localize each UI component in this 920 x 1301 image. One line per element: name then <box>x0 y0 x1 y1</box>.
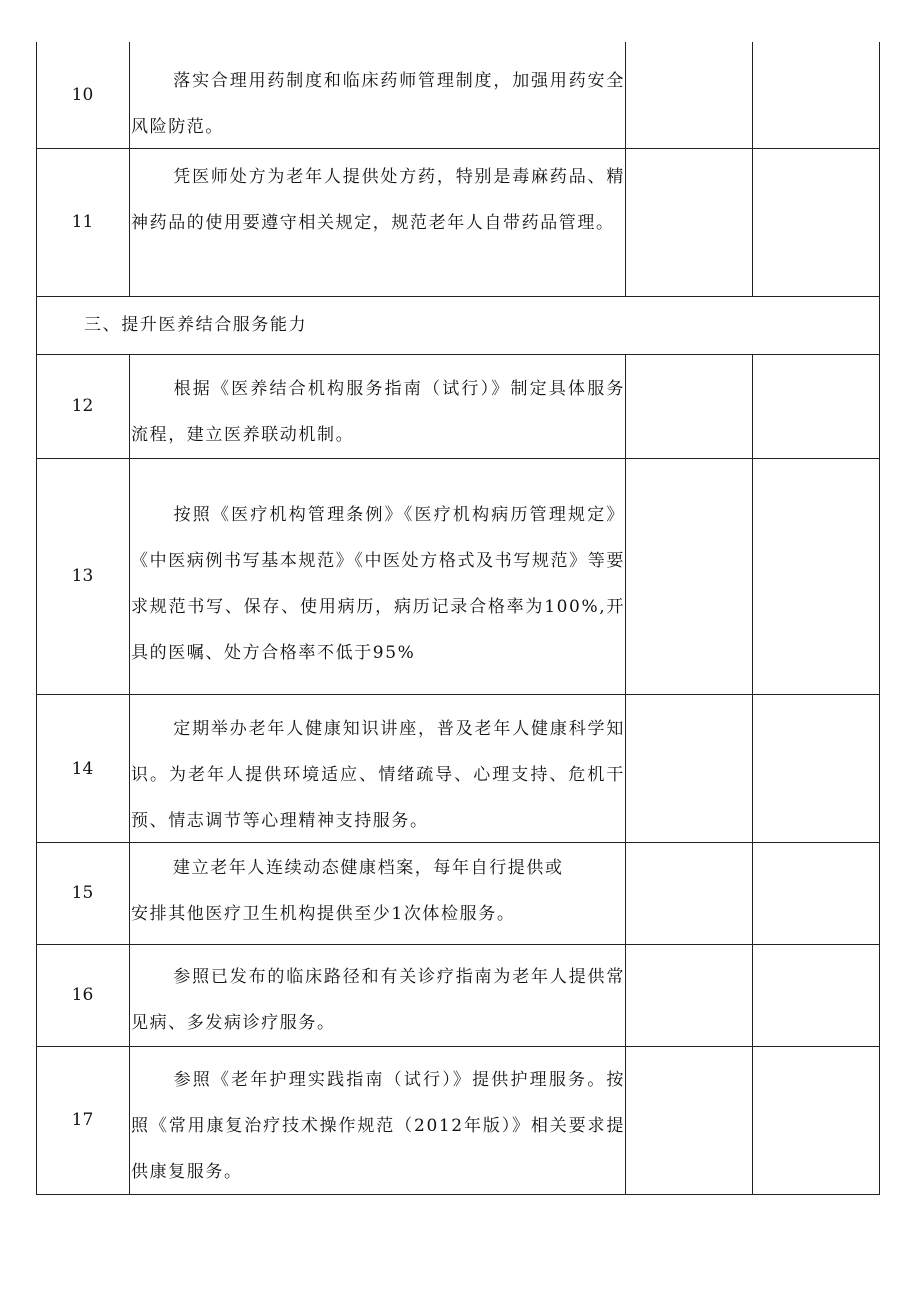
row-divider <box>36 944 880 945</box>
row-number: 15 <box>71 883 94 903</box>
row-content: 根据《医养结合机构服务指南（试行）》制定具体服务流程，建立医养联动机制。 <box>131 379 625 445</box>
section-heading: 三、提升医养结合服务能力 <box>84 315 308 335</box>
row-divider <box>36 354 880 355</box>
row-content: 凭医师处方为老年人提供处方药，特别是毒麻药品、精神药品的使用要遵守相关规定，规范老年人自带药品管理。 <box>131 167 625 233</box>
row-number: 14 <box>71 759 94 779</box>
row-content: 按照《医疗机构管理条例》《医疗机构病历管理规定》《中医病例书写基本规范》《中医处方格式及书写规范》等要求规范书写、保存、使用病历，病历记录合格率为100%,开具的医嘱、处方合格率不低于95% <box>131 505 625 663</box>
column-divider-number <box>129 354 130 1194</box>
row-number: 10 <box>71 85 94 105</box>
row-number: 16 <box>71 985 94 1005</box>
row-divider <box>36 458 880 459</box>
row-divider <box>36 694 880 695</box>
row-number: 13 <box>71 566 94 586</box>
table-border-right <box>879 42 880 1194</box>
row-number: 11 <box>71 212 94 232</box>
column-divider-number <box>129 42 130 296</box>
row-content: 参照已发布的临床路径和有关诊疗指南为老年人提供常见病、多发病诊疗服务。 <box>131 967 625 1033</box>
checklist-table <box>36 42 879 1194</box>
row-number: 12 <box>71 396 94 416</box>
row-divider <box>36 1046 880 1047</box>
row-divider <box>36 296 880 297</box>
row-content: 落实合理用药制度和临床药师管理制度，加强用药安全风险防范。 <box>131 71 625 137</box>
row-content: 建立老年人连续动态健康档案，每年自行提供或 安排其他医疗卫生机构提供至少1次体检服务。 <box>131 858 564 924</box>
row-content: 参照《老年护理实践指南（试行）》提供护理服务。按照《常用康复治疗技术操作规范（2012年版）》相关要求提供康复服务。 <box>131 1070 625 1182</box>
column-divider-content <box>625 354 626 1194</box>
row-content: 定期举办老年人健康知识讲座，普及老年人健康科学知识。为老年人提供环境适应、情绪疏导、心理支持、危机干预、情志调节等心理精神支持服务。 <box>131 719 625 831</box>
column-divider-score <box>752 42 753 296</box>
column-divider-score <box>752 354 753 1194</box>
row-number: 17 <box>71 1110 94 1130</box>
column-divider-content <box>625 42 626 296</box>
